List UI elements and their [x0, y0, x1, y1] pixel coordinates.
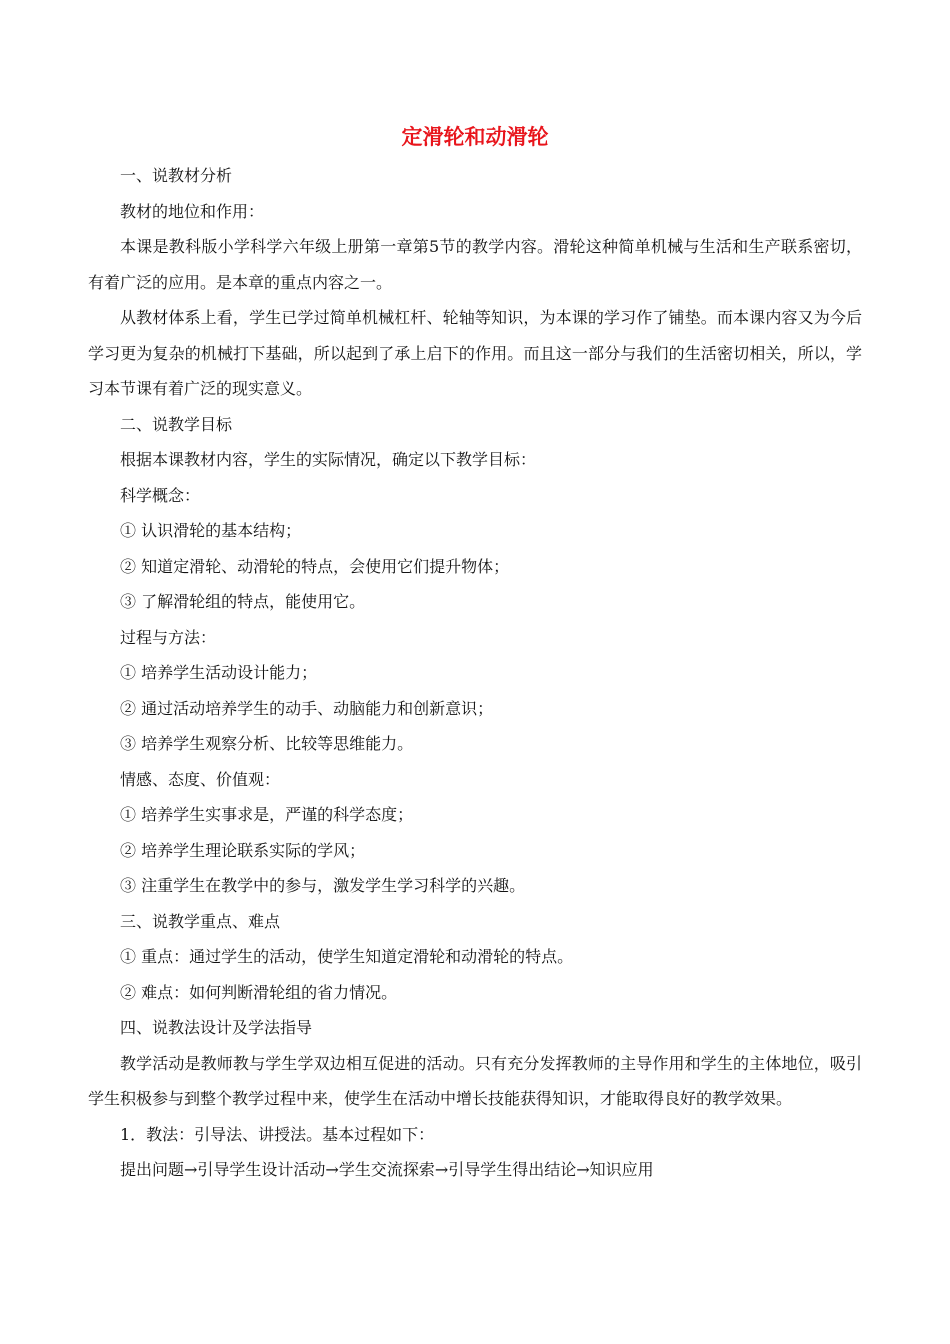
- process-method-heading: 过程与方法：: [120, 627, 217, 647]
- section-3-heading: 三、说教学重点、难点: [120, 911, 281, 931]
- section-1-heading: 一、说教材分析: [120, 166, 233, 185]
- teaching-method-item: 1．教法：引导法、讲授法。基本过程如下：: [120, 1124, 435, 1144]
- difficult-point-item: ② 难点：如何判断滑轮组的省力情况。: [120, 982, 398, 1002]
- emotion-item-1: ① 培养学生实事求是，严谨的科学态度；: [120, 805, 414, 824]
- process-item-1: ① 培养学生活动设计能力；: [120, 663, 318, 682]
- section-4-paragraph: 教学活动是教师教与学生学双边相互促进的活动。只有充分发挥教师的主导作用和学生的主体地位，吸引学生积极参与到整个教学过程中来，使学生在活动中增长技能获得知识，才能取得良好的教学效果。: [88, 1053, 862, 1108]
- process-item-2: ② 通过活动培养学生的动手、动脑能力和创新意识；: [120, 698, 494, 718]
- emotion-item-2: ② 培养学生理论联系实际的学风；: [120, 840, 366, 860]
- section-2-intro: 根据本课教材内容，学生的实际情况，确定以下教学目标：: [120, 450, 537, 469]
- emotion-item-3: ③ 注重学生在教学中的参与，激发学生学习科学的兴趣。: [120, 876, 526, 895]
- section-2-heading: 二、说教学目标: [120, 414, 233, 434]
- emotion-heading: 情感、态度、价值观：: [120, 769, 281, 789]
- document-body: [88, 158, 862, 1188]
- science-concept-heading: 科学概念：: [120, 485, 201, 505]
- document-title: 定滑轮和动滑轮: [401, 125, 549, 149]
- teaching-flow: 提出问题→引导学生设计活动→学生交流探索→引导学生得出结论→知识应用: [120, 1160, 654, 1179]
- section-1-paragraph-2: 从教材体系上看，学生已学过简单机械杠杆、轮轴等知识，为本课的学习作了铺垫。而本课内容又为今后学习更为复杂的机械打下基础，所以起到了承上启下的作用。而且这一部分与我们的生活密切相关，所以，学习本节课有着广泛的现实意义。: [88, 308, 862, 398]
- section-1-paragraph-1: 本课是教科版小学科学六年级上册第一章第5节的教学内容。滑轮这种简单机械与生活和生产联系密切，有着广泛的应用。是本章的重点内容之一。: [88, 237, 862, 292]
- key-point-item: ① 重点：通过学生的活动，使学生知道定滑轮和动滑轮的特点。: [120, 947, 574, 966]
- concept-item-2: ② 知道定滑轮、动滑轮的特点，会使用它们提升物体；: [120, 556, 510, 576]
- section-1-subheading: 教材的地位和作用：: [120, 201, 265, 221]
- concept-item-1: ① 认识滑轮的基本结构；: [120, 521, 302, 540]
- section-4-heading: 四、说教法设计及学法指导: [120, 1018, 313, 1037]
- concept-item-3: ③ 了解滑轮组的特点，能使用它。: [120, 592, 366, 611]
- process-item-3: ③ 培养学生观察分析、比较等思维能力。: [120, 734, 414, 753]
